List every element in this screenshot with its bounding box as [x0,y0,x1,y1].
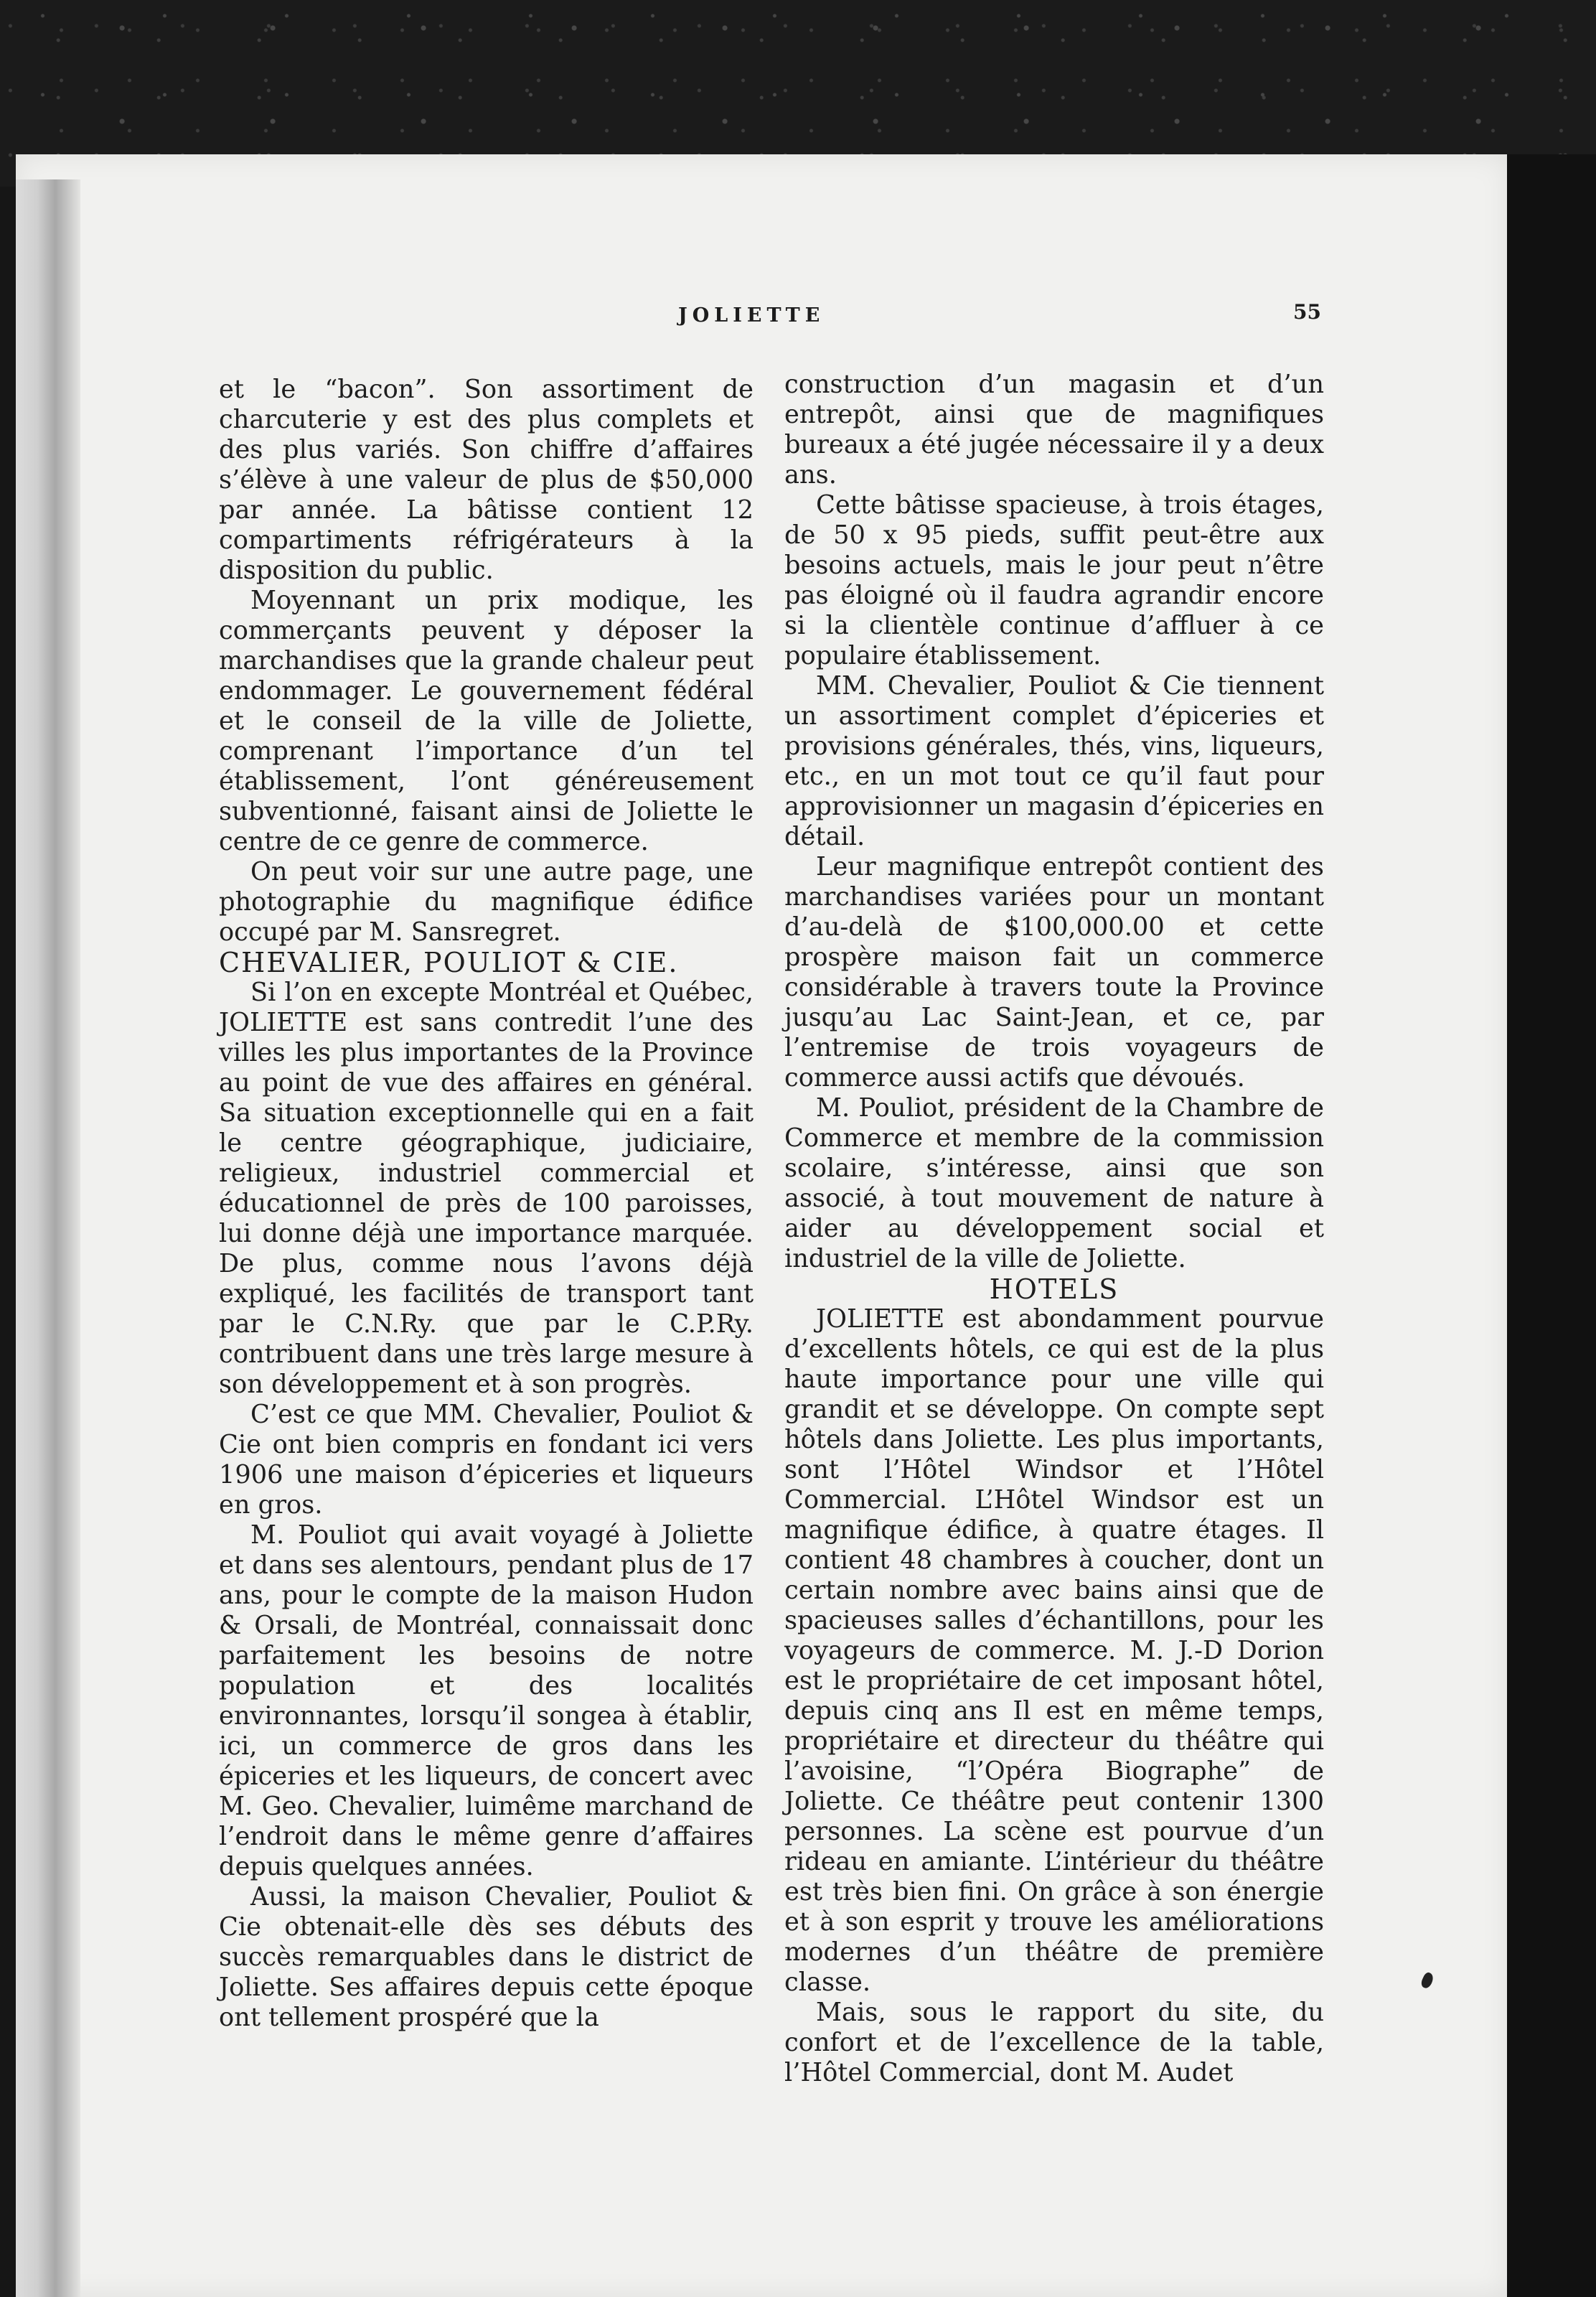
paragraph: Aussi, la maison Chevalier, Pouliot & Cie obtenait-elle dès ses débuts des succès remarquables dans le district de Joliette. Ses affaires depuis cette époque ont tellement prospéré que la [219,1882,754,2032]
paragraph: Cette bâtisse spacieuse, à trois étages, de 50 x 95 pieds, suffit peut-être aux besoins actuels, mais le jour peut n’être pas éloigné où il faudra agrandir encore si la clientèle continue d’affluer à ce populaire établissement. [784,490,1324,670]
section-heading: CHEVALIER, POULIOT & CIE. [219,947,679,978]
scan-edge [1507,154,1596,2297]
paragraph: construction d’un magasin et d’un entrepôt, ainsi que de magnifiques bureaux a été jugée nécessaire il y a deux ans. [784,370,1324,490]
paragraph: On peut voir sur une autre page, une photographie du magnifique édifice occupé par M. Sansregret. [219,857,754,947]
left-column [219,375,754,2033]
paragraph: Leur magnifique entrepôt contient des marchandises variées pour un montant d’au-delà de $100,000.00 et cette prospère maison fait un commerce considérable à travers toute la Province jusqu’au Lac Saint-Jean, et ce, par l’entremise de trois voyageurs de commerce aussi actifs que dévoués. [784,852,1324,1093]
page-gutter [16,179,80,2297]
paragraph: M. Pouliot qui avait voyagé à Joliette et dans ses alentours, pendant plus de 17 ans, pour le compte de la maison Hudon & Orsali, de Montréal, connaissait donc parfaitement les besoins de notre population et des localités environnantes, lorsqu’il songea à établir, ici, un commerce de gros dans les épiceries et les liqueurs, de concert avec M. Geo. Chevalier, luimême marchand de l’endroit dans le même genre d’affaires depuis quelques années. [219,1520,754,1881]
paragraph: C’est ce que MM. Chevalier, Pouliot & Cie ont bien compris en fondant ici vers 1906 une maison d’épiceries et liqueurs en gros. [219,1400,754,1520]
paragraph: JOLIETTE est abondamment pourvue d’excellents hôtels, ce qui est de la plus haute importance pour une ville qui grandit et se développe. On compte sept hôtels dans Joliette. Les plus importants, sont l’Hôtel Windsor et l’Hôtel Commercial. L’Hôtel Windsor est un magnifique édifice, à quatre étages. Il contient 48 chambres à coucher, dont un certain nombre avec bains ainsi que de spacieuses salles d’échantillons, pour les voyageurs de commerce. M. J.-D Dorion est le propriétaire de cet imposant hôtel, depuis cinq ans Il est en même temps, propriétaire et directeur du théâtre qui l’avoisine, “l’Opéra Biographe” de Joliette. Ce théâtre peut contenir 1300 personnes. La scène est pourvue d’un rideau en amiante. L’intérieur du théâtre est très bien fini. On grâce à son énergie et à son esprit y trouve les améliorations modernes d’un théâtre de première classe. [784,1304,1324,1997]
page-number: 55 [1293,300,1321,324]
running-head: JOLIETTE [678,304,825,327]
paragraph: MM. Chevalier, Pouliot & Cie tiennent un assortiment complet d’épiceries et provisions générales, thés, vins, liqueurs, etc., en un mot tout ce qu’il faut pour approvisionner un magasin d’épiceries en détail. [784,671,1324,851]
paragraph: Mais, sous le rapport du site, du confort et de l’excellence de la table, l’Hôtel Commercial, dont M. Audet [784,1998,1324,2087]
section-heading: HOTELS [989,1273,1119,1305]
paragraph: Si l’on en excepte Montréal et Québec, JOLIETTE est sans contredit l’une des villes les plus importantes de la Province au point de vue des affaires en général. Sa situation exceptionnelle qui en a fait le centre géographique, judiciaire, religieux, industriel commercial et éducationnel de près de 100 paroisses, lui donne déjà une importance marquée. De plus, comme nous l’avons déjà expliqué, les facilités de transport tant par le C.N.Ry. que par le C.P.Ry. contribuent dans une très large mesure à son développement et à son progrès. [219,978,754,1399]
right-column [784,370,1324,2088]
paragraph: Moyennant un prix modique, les commerçants peuvent y déposer la marchandises que la grande chaleur peut endommager. Le gouvernement fédéral et le conseil de la ville de Joliette, comprenant l’importance d’un tel établissement, l’ont généreusement subventionné, faisant ainsi de Joliette le centre de ce genre de commerce. [219,586,754,856]
paragraph: et le “bacon”. Son assortiment de charcuterie y est des plus complets et des plus variés. Son chiffre d’affaires s’élève à une valeur de plus de $50,000 par année. La bâtisse contient 12 compartiments réfrigérateurs à la disposition du public. [219,375,754,585]
paragraph: M. Pouliot, président de la Chambre de Commerce et membre de la commission scolaire, s’intéresse, ainsi que son associé, à tout mouvement de nature à aider au développement social et industriel de la ville de Joliette. [784,1093,1324,1273]
